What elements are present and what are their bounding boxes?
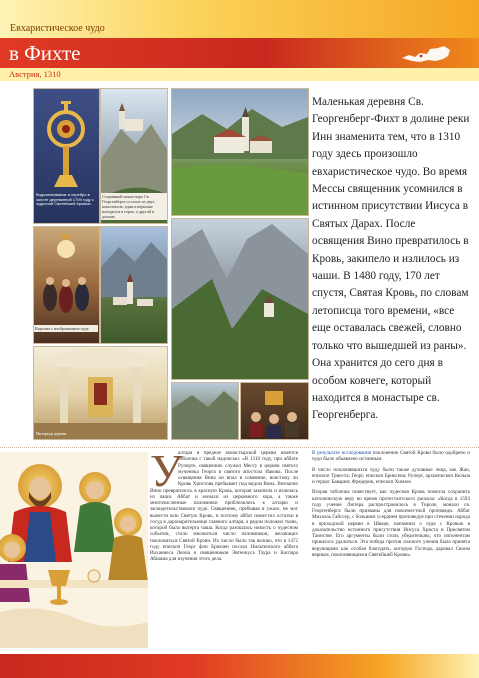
article-col2-text-1: поклонение Святой Крови было одобрено и чудо было объявлено истинным. bbox=[312, 450, 470, 463]
monastery-photo bbox=[100, 88, 168, 224]
section-divider bbox=[0, 447, 479, 448]
reliquary-photo bbox=[33, 88, 100, 224]
series-title: Евхаристическое чудо bbox=[10, 23, 105, 34]
reliquary-caption: Водосвятивание и серебро в золоте деревянной 1709 году с чудесной Святейшей Кровью. bbox=[36, 192, 94, 207]
valley-photo bbox=[171, 382, 239, 440]
article-col1-text: алтаря в пределе монастырской церкви имеется табличка с такой надписью: «В 1310 году, при аббате Руперте, священник служил Мессу в церкви святого мученика Георга и святого апостола Иакова. После освящения Вина он впал в сомнение, воистину ли Кровь Христова пребывает под видом Вина. Внезапно Вино превратилось в красную Кровь, которая закипела и излилась из чаши. Аббат и монахи из церковного хора, а также многочисленные паломники приблизились к алтарю и засвидетельствовали чудо. Священник, пребывая в ужасе, не мог вынести всю Святую Кровь, и поэтому аббат поместил остатки в сосуд в даронарительнице главного алтаря, а рядом положил ткань, которой была вытерта чаша. Когда разошлась новость о чудесном событии, стало множиться число паломников, желающих поклониться Святой Крови. Их число было так велико, что в 1472 году епископ Георг фон Брикзен послал Нильтенского аббата Иоханнеса Леона и священников Эвгениуса Таура и Каспара Абшама для изучения этого дела. bbox=[150, 450, 298, 563]
footer-band bbox=[0, 654, 479, 678]
last-supper-illustration bbox=[0, 452, 148, 648]
dropcap-spacer bbox=[150, 450, 178, 486]
article-col2-para-3: Вторая табличка повествует, как чудесная Кровь помогла сохранить католическую веру во время протестантского раскола: «Когда в 1593 году учение Лютера распространилось в Тироле, монахи св. Георгенберга были призваны для повсеместной проповеди. Аббат Михаэль Гайссер, с большим усердием проповедуя при стечении народа в приходской церкви в Швацe, напомнил о чуде с Кровью в доказательство истинного присутствия Иисуса Христа в Пресвятом Таинстве. Его аргументы были столь убедительны, что оппонентам пришлось удалиться. Эта победа против ложного учения была принята верующими как особая благодать, которую Господь даровал Своим верным, поклоняющимся Святейшей Крови». bbox=[312, 489, 470, 558]
painting-photo bbox=[33, 226, 100, 344]
painting-caption: Картина с изображением чуда bbox=[34, 325, 98, 332]
monastery-caption: Старинный монастырь Св. Георгенберга состоит из двух комплексов: один в вершине находится в горах, а другой в долине. bbox=[101, 193, 167, 220]
village-photo bbox=[171, 88, 309, 216]
interior-caption: Интерьер церкви bbox=[36, 431, 67, 436]
austria-map-icon bbox=[400, 44, 452, 66]
interior-photo bbox=[33, 346, 168, 440]
location-label: Австрия, 1310 bbox=[9, 69, 61, 79]
page-title: в Фихте bbox=[9, 41, 81, 65]
location-band bbox=[0, 68, 479, 81]
article-col2-para-2: В число поклонявшихся чуду были также духовные лица, как Жан, епископ Триеста; Георг, епископ Бриксена; Руперт, архиепископ Кельна и герцог Баварии; Фредерик, епископ Химзее. bbox=[312, 466, 470, 485]
main-text: Маленькая деревня Св. Георгенберг-Фихт в долине реки Инн знаменита тем, что в 1310 году здесь произошло евхаристическое чудо. Во время Мессы священник усомнился в истинном присутствии Иисуса в Святых Дарах. После освящения Вино превратилось в Кровь, закипело и излилось из чаши. В 1480 году, 170 лет спустя, Святая Кровь, по словам летописца того времени, «все еще оставалась свежей, словно только что вышедшей из раны». Она хранится до сего дня в особом ковчеге, который находится в монастыре св. Георгенберга. bbox=[312, 96, 470, 422]
article-column-2 bbox=[312, 450, 470, 562]
mountain-photo bbox=[171, 218, 309, 380]
article-column-1 bbox=[150, 445, 298, 563]
town-photo bbox=[100, 226, 168, 344]
painting-detail-photo bbox=[240, 382, 309, 440]
dropcap: У bbox=[150, 445, 183, 496]
highlight-lead: В результате исследования bbox=[312, 450, 372, 456]
article-col2-para-1 bbox=[312, 450, 470, 463]
